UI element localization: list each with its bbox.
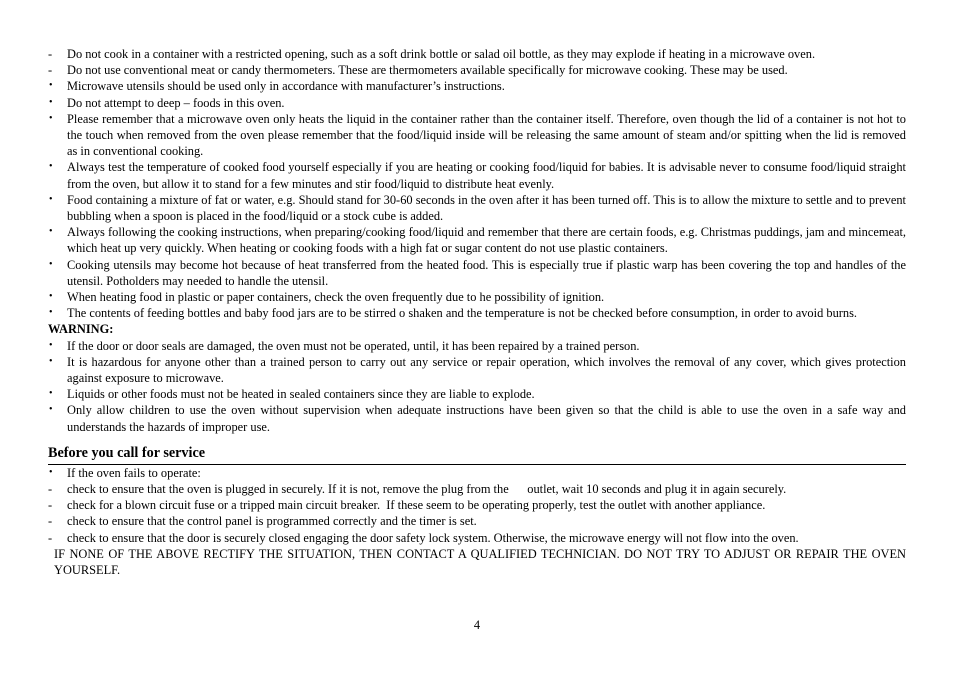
list-item — [48, 338, 906, 354]
bullet-marker: • — [49, 226, 53, 238]
list-item — [48, 289, 906, 305]
list-item — [48, 95, 906, 111]
warning-label: WARNING: — [48, 322, 114, 337]
dash-marker: - — [48, 514, 53, 529]
safety-list — [48, 46, 910, 321]
list-item — [48, 305, 906, 321]
warning-list — [48, 338, 910, 435]
list-item-text: If the oven fails to operate: — [67, 465, 201, 480]
list-item-text: Do not cook in a container with a restricted opening, such as a soft drink bottle or salad oil bottle, as they may explode if heating in a microwave oven. — [67, 47, 816, 61]
list-item — [48, 402, 910, 434]
list-item-text: check to ensure that the door is securely closed engaging the door safety lock system. Otherwise, the microwave energy will not flow into the oven. — [67, 530, 799, 545]
list-item-text: Only allow children to use the oven without supervision when adequate instructions have been given so that the child is able to use the oven in a safe way and understands the hazards of improper use. — [67, 403, 910, 434]
bullet-marker: • — [49, 404, 53, 416]
dash-marker: - — [48, 498, 53, 513]
list-item-text: Always test the temperature of cooked food yourself especially if you are heating or cooking food/liquid for babies. It is advisable never to consume food/liquid straight from the oven, but allow it to stand for a few minutes and stir food/liquid to distribute heat evenly. — [67, 160, 910, 191]
list-item-text: Do not use conventional meat or candy thermometers. These are thermometers available specifically for microwave cooking. These may be used. — [67, 63, 788, 78]
service-list — [48, 465, 906, 546]
list-item-text: check for a blown circuit fuse or a tripped main circuit breaker. If these seem to be operating properly, test the outlet with another appliance. — [67, 498, 766, 513]
list-item — [48, 257, 910, 289]
list-item-text: Always following the cooking instructions, when preparing/cooking food/liquid and remember that there are certain foods, e.g. Christmas puddings, jam and mincemeat, which heat up very quickly. When heating or cooking foods with a high fat or sugar content do not use plastic containers. — [67, 225, 910, 256]
dash-marker: - — [48, 482, 53, 497]
list-item — [48, 224, 910, 256]
bullet-marker: • — [49, 355, 53, 367]
bullet-marker: • — [49, 258, 53, 270]
dash-marker: - — [48, 63, 53, 78]
list-item — [48, 111, 910, 160]
bullet-marker: • — [49, 193, 53, 205]
final-note: IF NONE OF THE ABOVE RECTIFY THE SITUATION, THEN CONTACT A QUALIFIED TECHNICIAN. DO NOT TRY TO ADJUST OR REPAIR THE OVEN YOURSELF. — [54, 546, 906, 578]
list-item — [48, 386, 906, 402]
list-item — [48, 530, 906, 546]
list-item-text: Cooking utensils may become hot because of heat transferred from the heated food. This is especially true if plastic warp has been covering the top and handles of the utensil. Potholders may needed to handle the utensil. — [67, 257, 910, 288]
list-item — [48, 78, 906, 94]
list-item-text: check to ensure that the control panel is programmed correctly and the timer is set. — [67, 514, 477, 529]
document-page — [48, 46, 910, 578]
list-item-text: Food containing a mixture of fat or water, e.g. Should stand for 30-60 seconds in the oven after it has been turned off. This is to allow the mixture to settle and to prevent bubbling when a spoon is placed in the food/liquid or a stock cube is added. — [67, 192, 910, 224]
page-number: 4 — [473, 618, 481, 632]
bullet-marker: • — [49, 339, 53, 351]
list-item-text: Please remember that a microwave oven only heats the liquid in the container rather than the container itself. Therefore, oven though the lid of a container is not hot to the touch when removed from the oven please remember that the food/liquid inside will be releasing the same amount of steam and/or spitting when the lid is removed as in conventional cooking. — [67, 111, 910, 159]
list-item-text: When heating food in plastic or paper containers, check the oven frequently due to he possibility of ignition. — [67, 290, 605, 305]
dash-marker: - — [48, 530, 53, 545]
list-item — [48, 513, 906, 529]
bullet-marker: • — [49, 307, 53, 319]
list-item-text: Do not attempt to deep – foods in this oven. — [67, 95, 285, 110]
list-item-text: Microwave utensils should be used only in accordance with manufacturer’s instructions. — [67, 79, 505, 94]
dash-marker: - — [48, 47, 53, 61]
bullet-marker: • — [49, 96, 53, 108]
list-item — [48, 481, 906, 497]
list-item — [48, 46, 906, 62]
list-item-text: The contents of feeding bottles and baby food jars are to be stirred o shaken and the temperature is not be checked before consumption, in order to avoid burns. — [67, 306, 857, 321]
bullet-marker: • — [49, 161, 53, 173]
bullet-marker: • — [49, 466, 53, 478]
list-item-text: Liquids or other foods must not be heated in sealed containers since they are liable to explode. — [67, 387, 535, 402]
list-item-text: If the door or door seals are damaged, the oven must not be operated, until, it has been repaired by a trained person. — [67, 338, 640, 353]
list-item — [48, 354, 910, 386]
list-item — [48, 465, 906, 481]
list-item-text: check to ensure that the oven is plugged in securely. If it is not, remove the plug from the outlet, wait 10 seconds and plug it in again securely. — [67, 482, 787, 497]
bullet-marker: • — [49, 291, 53, 303]
bullet-marker: • — [49, 112, 53, 124]
list-item — [48, 62, 906, 78]
list-item — [48, 159, 910, 191]
list-item — [48, 192, 910, 224]
service-heading: Before you call for service — [48, 444, 906, 465]
bullet-marker: • — [49, 388, 53, 400]
list-item-text: It is hazardous for anyone other than a trained person to carry out any service or repair operation, which involves the removal of any cover, which gives protection against exposure to microwave. — [67, 354, 910, 386]
bullet-marker: • — [49, 80, 53, 92]
list-item — [48, 497, 906, 513]
